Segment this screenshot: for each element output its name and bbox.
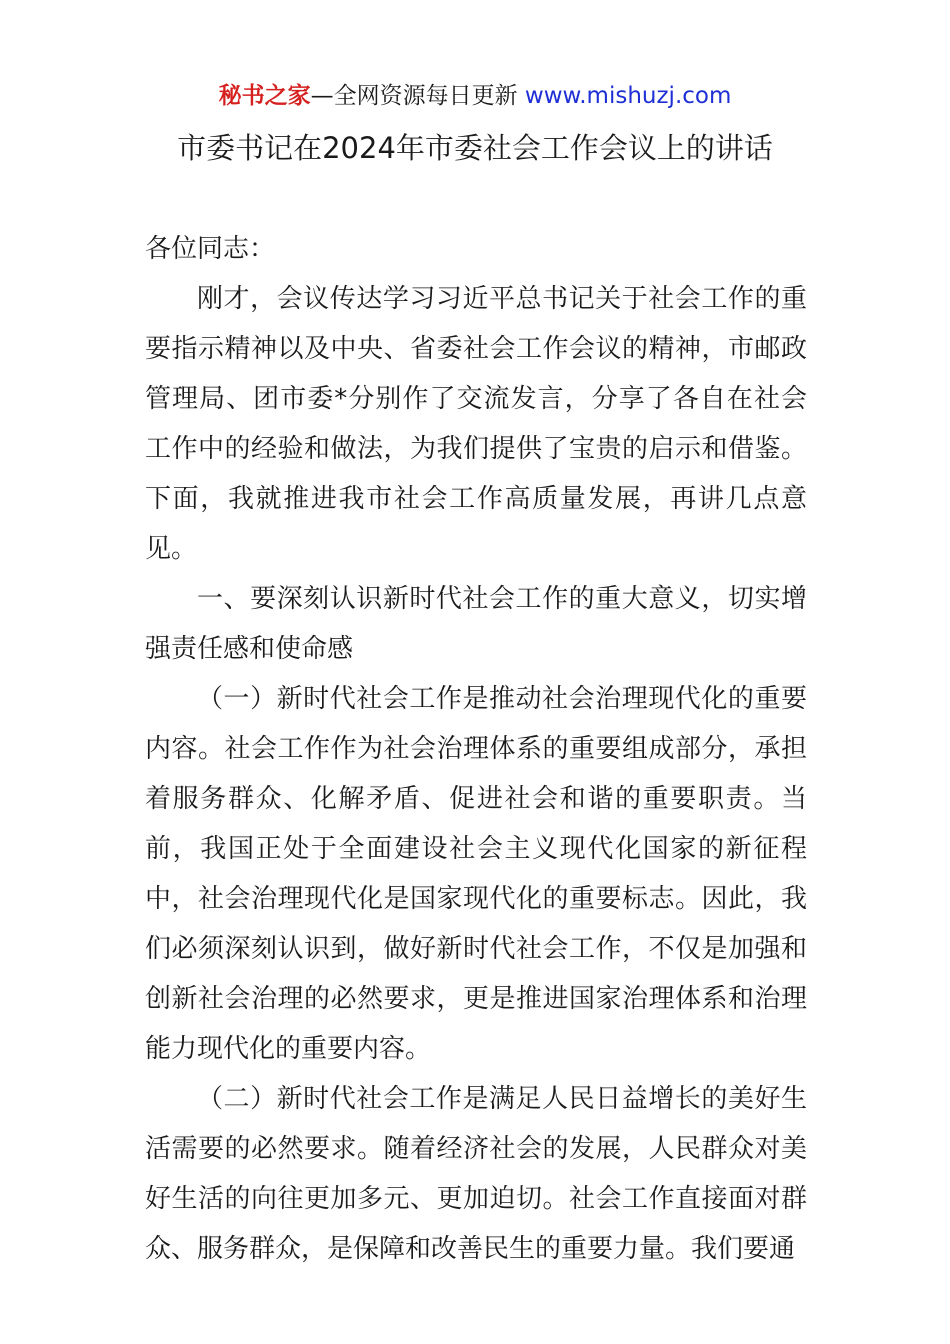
- paragraph-point-1: （一）新时代社会工作是推动社会治理现代化的重要内容。社会工作作为社会治理体系的重要组成部分，承担着服务群众、化解矛盾、促进社会和谐的重要职责。当前，我国正处于全面建设社会主义现代化国家的新征程中，社会治理现代化是国家现代化的重要标志。因此，我们必须深刻认识到，做好新时代社会工作，不仅是加强和创新社会治理的必然要求，更是推进国家治理体系和治理能力现代化的重要内容。: [145, 684, 807, 1064]
- section-heading-1: 一、要深刻认识新时代社会工作的重大意义，切实增强责任感和使命感: [145, 584, 807, 664]
- salutation: 各位同志：: [145, 234, 276, 264]
- site-header: [0, 80, 950, 112]
- paragraph-intro: 刚才，会议传达学习习近平总书记关于社会工作的重要指示精神以及中央、省委社会工作会议的精神，市邮政管理局、团市委*分别作了交流发言，分享了各自在社会工作中的经验和做法，为我们提供了宝贵的启示和借鉴。下面，我就推进我市社会工作高质量发展，再讲几点意见。: [145, 284, 807, 564]
- paragraph-point-2: （二）新时代社会工作是满足人民日益增长的美好生活需要的必然要求。随着经济社会的发展，人民群众对美好生活的向往更加多元、更加迫切。社会工作直接面对群众、服务群众，是保障和改善民生的重要力量。我们要通: [145, 1084, 807, 1264]
- document-title: 市委书记在2024年市委社会工作会议上的讲话: [177, 131, 773, 165]
- site-brand: 秘书之家: [218, 83, 311, 109]
- site-url-link[interactable]: www.mishuzj.com: [524, 83, 732, 109]
- site-tagline: —全网资源每日更新: [310, 83, 525, 109]
- document-body: [145, 224, 807, 1274]
